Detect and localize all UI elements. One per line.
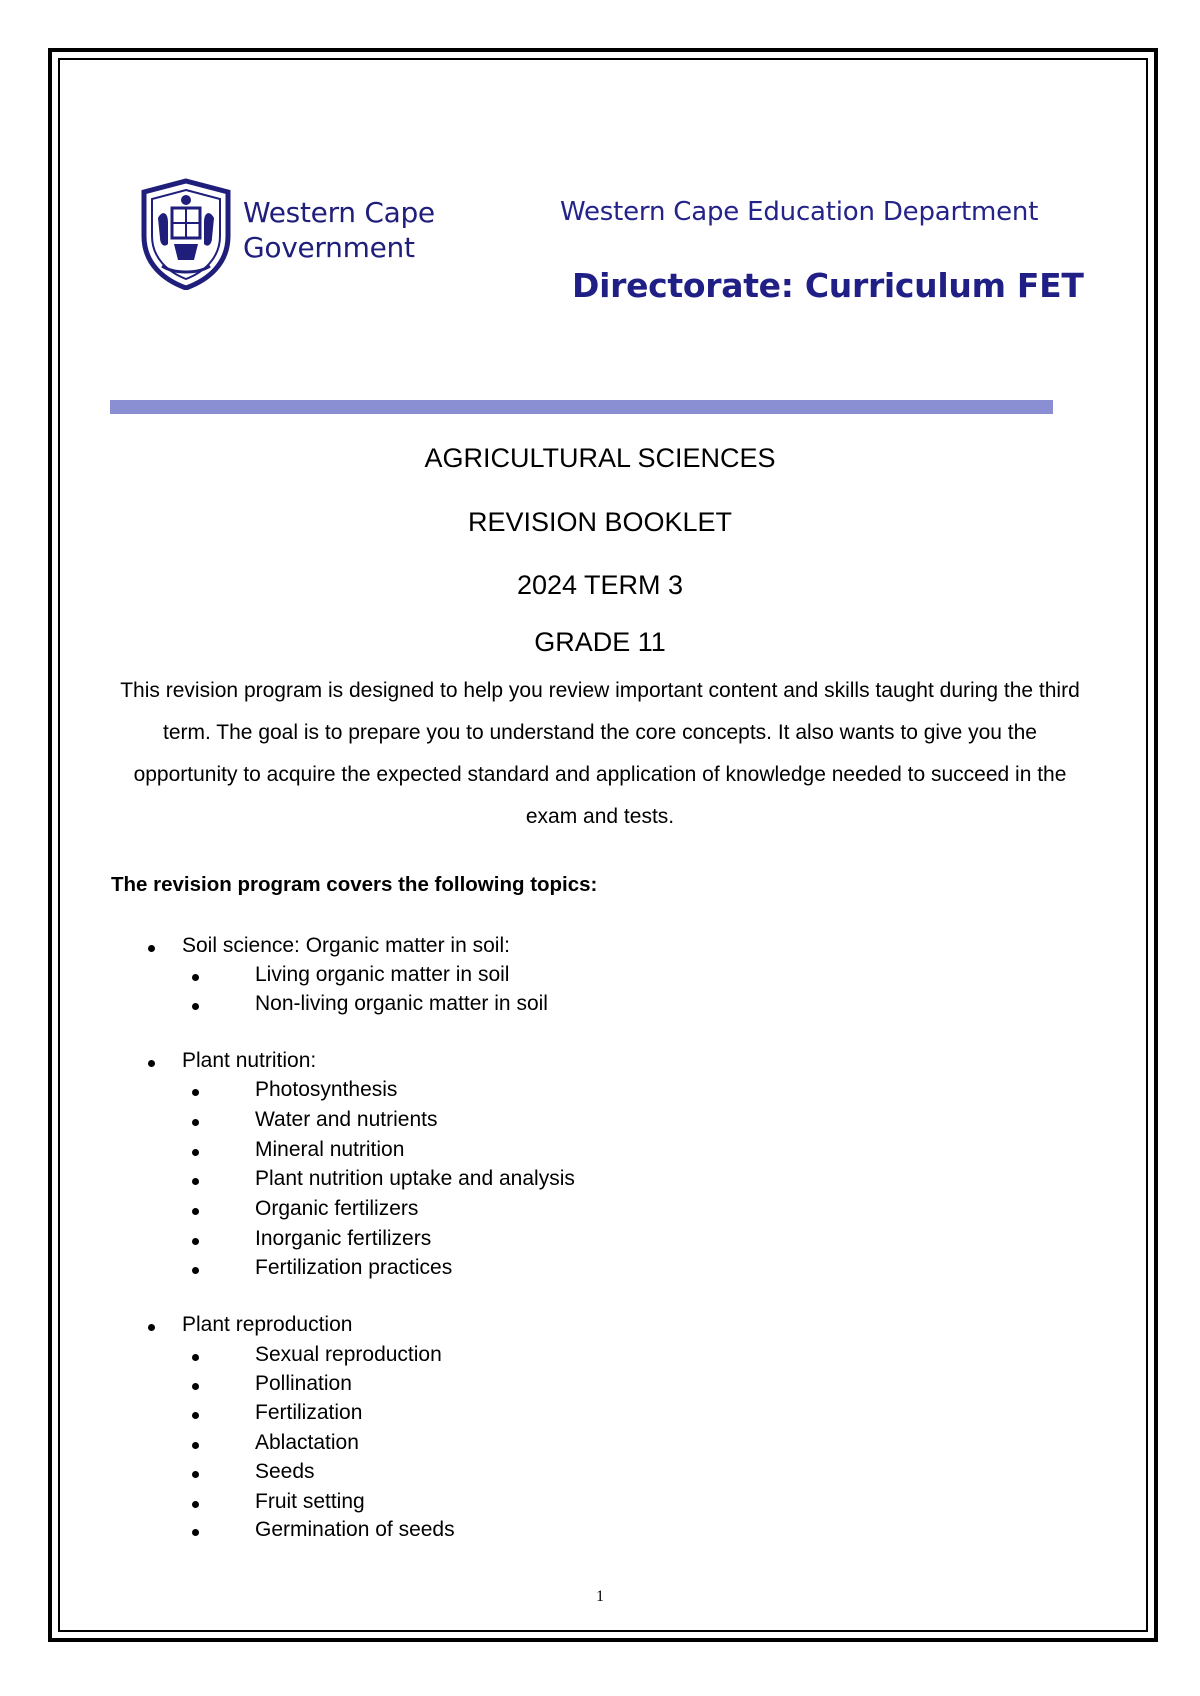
- subtopic-label: Fruit setting: [255, 1490, 365, 1513]
- subtopic-label: Fertilization: [255, 1401, 363, 1424]
- topic-label: Plant reproduction: [182, 1313, 353, 1336]
- bullet-icon: [192, 1501, 199, 1508]
- bullet-icon: [192, 1178, 199, 1185]
- gov-name-line2: Government: [243, 231, 415, 264]
- subtopic-label: Plant nutrition uptake and analysis: [255, 1167, 575, 1190]
- bullet-icon: [192, 1383, 199, 1390]
- gov-name-line1: Western Cape: [243, 196, 435, 229]
- subtopic-label: Inorganic fertilizers: [255, 1227, 432, 1250]
- bullet-icon: [192, 974, 199, 981]
- bullet-icon: [192, 1412, 199, 1419]
- bullet-icon: [192, 1208, 199, 1215]
- subtopic-label: Mineral nutrition: [255, 1138, 405, 1161]
- bullet-icon: [192, 1119, 199, 1126]
- subtopic-label: Pollination: [255, 1372, 352, 1395]
- bullet-icon: [192, 1442, 199, 1449]
- bullet-icon: [192, 1471, 199, 1478]
- subtopic-label: Water and nutrients: [255, 1108, 438, 1131]
- subtopic-label: Photosynthesis: [255, 1078, 398, 1101]
- term-title: 2024 TERM 3: [516, 570, 684, 600]
- bullet-icon: [192, 1529, 199, 1536]
- bullet-icon: [192, 1267, 199, 1274]
- bullet-icon: [192, 1003, 199, 1010]
- topics-heading: The revision program covers the following topics:: [111, 873, 598, 896]
- subtopic-label: Seeds: [255, 1460, 315, 1483]
- topic-label: Soil science: Organic matter in soil:: [182, 934, 510, 957]
- topic-label: Plant nutrition:: [182, 1049, 317, 1072]
- government-name: [243, 195, 435, 265]
- directorate-title: Directorate: Curriculum FET: [572, 266, 1084, 305]
- subtopic-label: Living organic matter in soil: [255, 963, 510, 986]
- subtopic-label: Non-living organic matter in soil: [255, 992, 548, 1015]
- intro-paragraph: This revision program is designed to help you review important content and skills taught during the third term. The goal is to prepare you to understand the core concepts. It also wants to give you the opportunity to acquire the expected standard and application of knowledge needed to succeed in the exam and tests.: [120, 679, 1080, 828]
- header-divider: [110, 400, 1053, 414]
- bullet-icon: [192, 1089, 199, 1096]
- grade-title: GRADE 11: [534, 627, 666, 657]
- bullet-icon: [192, 1238, 199, 1245]
- bullet-icon: [148, 1060, 155, 1067]
- department-name: Western Cape Education Department: [560, 197, 1039, 227]
- subtopic-label: Sexual reproduction: [255, 1343, 442, 1366]
- bullet-icon: [192, 1149, 199, 1156]
- bullet-icon: [192, 1354, 199, 1361]
- subject-title: AGRICULTURAL SCIENCES: [424, 443, 776, 473]
- booklet-title: REVISION BOOKLET: [467, 507, 733, 537]
- bullet-icon: [148, 1324, 155, 1331]
- subtopic-label: Fertilization practices: [255, 1256, 453, 1279]
- subtopic-label: Germination of seeds: [255, 1518, 455, 1541]
- subtopic-label: Organic fertilizers: [255, 1197, 419, 1220]
- coat-of-arms-logo: [138, 178, 234, 290]
- page-number: 1: [596, 1588, 604, 1605]
- bullet-icon: [148, 945, 155, 952]
- subtopic-label: Ablactation: [255, 1431, 359, 1454]
